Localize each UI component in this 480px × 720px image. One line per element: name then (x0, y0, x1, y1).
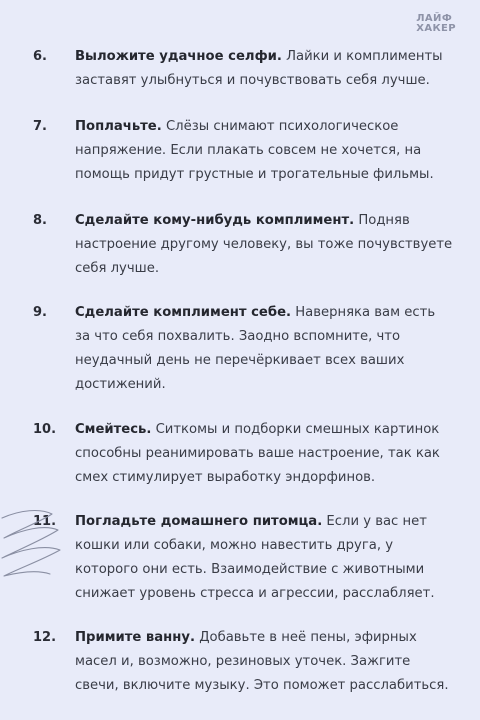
list-item-10 (33, 418, 453, 490)
item-number: 12. (33, 630, 57, 645)
item-number: 9. (33, 305, 47, 320)
list-item-12 (33, 626, 453, 698)
item-heading: Поплачьте. (75, 119, 162, 134)
item-number: 6. (33, 49, 47, 64)
item-text: Наверняка вам есть за что себя похвалить. Заодно вспомните, что неудачный день не перечёркивает всех ваших достижений. (75, 305, 436, 392)
list-item-11 (33, 510, 453, 606)
item-heading: Примите ванну. (75, 630, 195, 645)
item-text: Слёзы снимают психологическое напряжение. Если плакать совсем не хочется, на помощь придут грустные и трогательные фильмы. (75, 119, 434, 182)
item-heading: Сделайте комплимент себе. (75, 305, 292, 320)
list-item-8 (33, 209, 453, 281)
item-text: Если у вас нет кошки или собаки, можно навестить друга, у которого они есть. Взаимодействие с животными снижает уровень стресса и агрессии, расслабляет. (75, 514, 435, 601)
item-heading: Выложите удачное селфи. (75, 49, 282, 64)
item-text: Ситкомы и подборки смешных картинок способны реанимировать ваше настроение, так как смех стимулирует выработку эндорфинов. (75, 422, 440, 485)
item-number: 7. (33, 119, 47, 134)
lifehacker-logo (416, 14, 456, 34)
tips-list (33, 45, 453, 720)
item-heading: Смейтесь. (75, 422, 152, 437)
item-number: 10. (33, 422, 57, 437)
item-text: Лайки и комплименты заставят улыбнуться и почувствовать себя лучше. (75, 49, 443, 88)
item-number: 11. (33, 514, 57, 529)
item-text: Добавьте в неё пены, эфирных масел и, возможно, резиновых уточек. Зажгите свечи, включите музыку. Это поможет расслабиться. (75, 630, 449, 693)
logo-line-2: ХАКЕР (416, 23, 456, 34)
list-item-6 (33, 45, 453, 93)
scribble-doodle-icon (0, 504, 70, 590)
item-number: 8. (33, 213, 47, 228)
list-item-9 (33, 301, 453, 397)
item-text: Подняв настроение другому человеку, вы тоже почувствуете себя лучше. (75, 213, 453, 276)
logo-line-1: ЛАЙФ (416, 13, 453, 24)
list-item-7 (33, 115, 453, 187)
item-heading: Погладьте домашнего питомца. (75, 514, 323, 529)
item-heading: Сделайте кому-нибудь комплимент. (75, 213, 355, 228)
